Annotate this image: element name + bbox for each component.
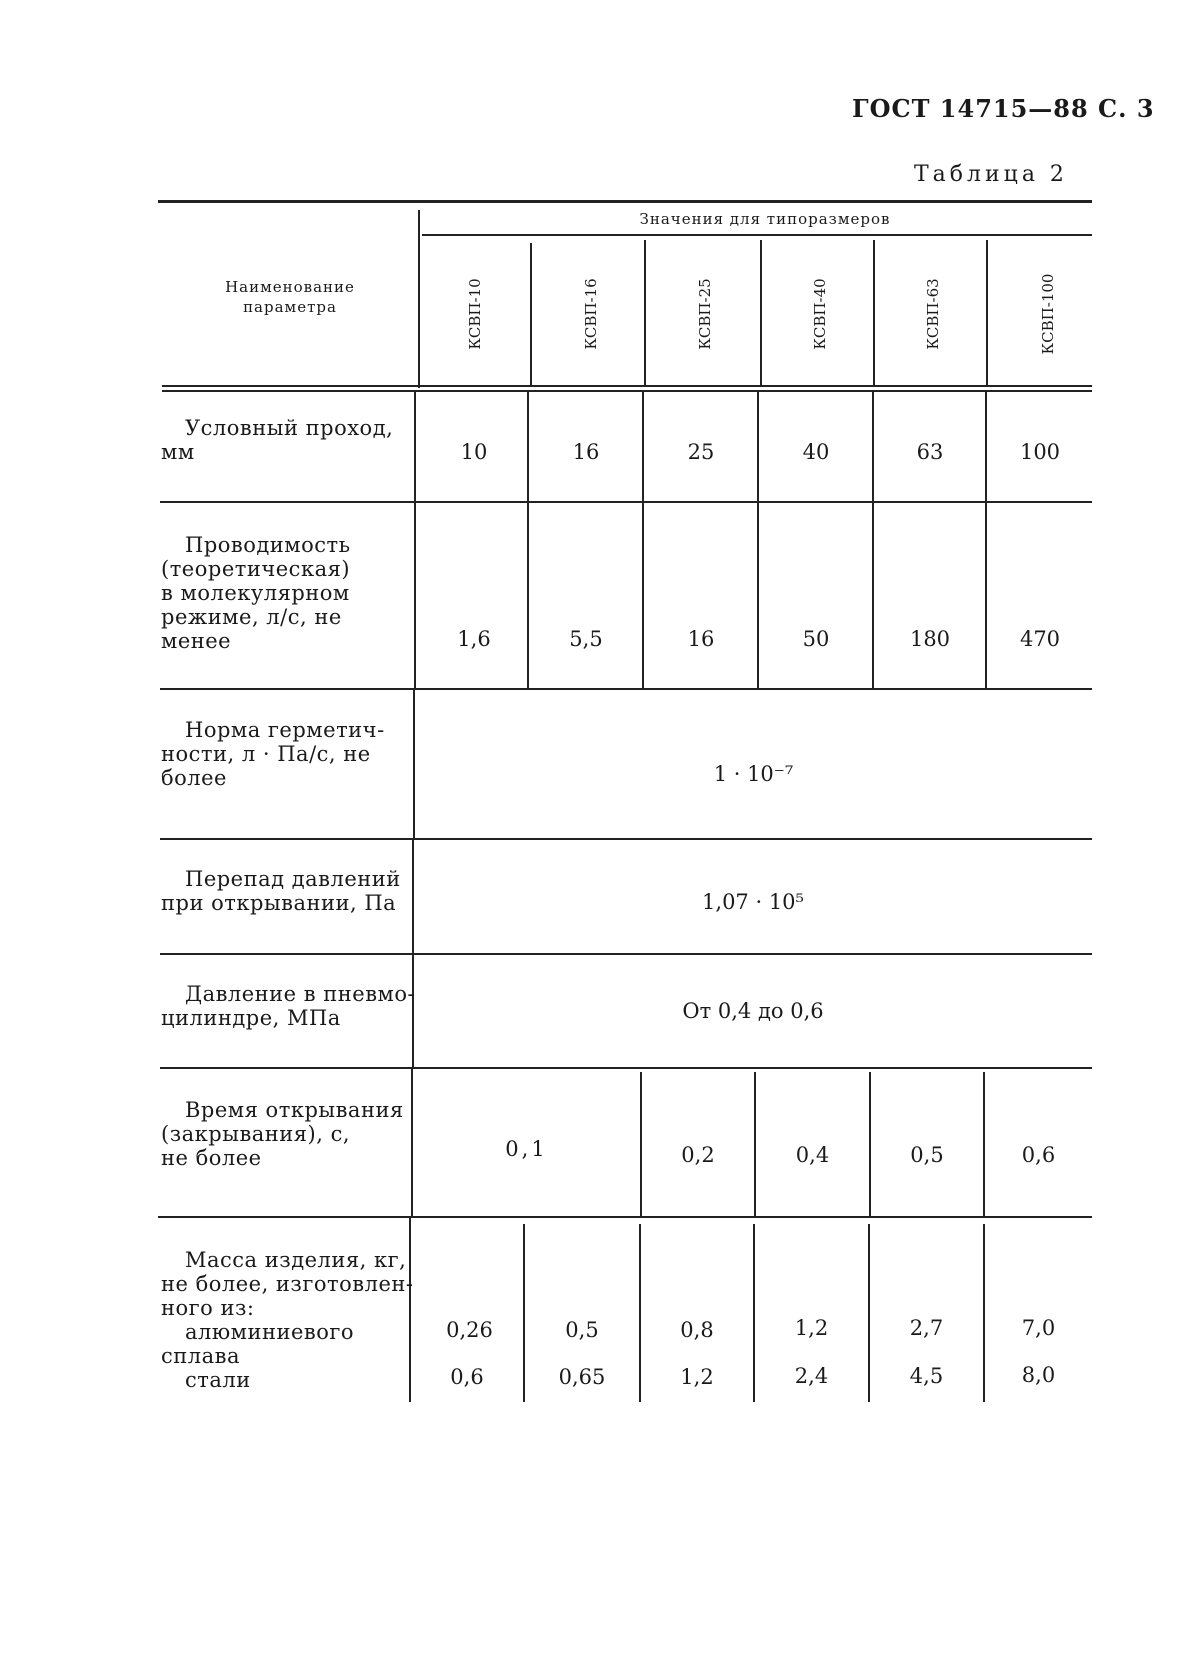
table-cell: 10: [460, 440, 488, 464]
col-divider: [986, 240, 988, 385]
table-cell: 0,2: [681, 1143, 715, 1167]
row-label-pressure-drop: Перепад давлений при открывании, Па: [161, 867, 401, 915]
col-divider: [527, 503, 529, 688]
col-divider: [642, 503, 644, 688]
table-cell: 40: [802, 440, 830, 464]
header-bottom-rule-2: [162, 390, 1092, 392]
param-divider-row-2: [414, 503, 416, 688]
merged-value-leak-tightness: 1 · 10⁻⁷: [713, 762, 794, 786]
col-divider: [872, 392, 874, 501]
row-rule-2: [160, 688, 1092, 690]
row-label-cylinder-pressure: Давление в пневмо- цилиндре, МПа: [161, 982, 416, 1030]
col-divider: [757, 392, 759, 501]
row-label-conductance: Проводимость (теоретическая) в молекулярном режиме, л/с, не менее: [161, 533, 351, 653]
table-cell: 0,6: [450, 1365, 484, 1389]
group-header-rule: [422, 234, 1092, 236]
table-cell: 16: [687, 627, 715, 651]
table-cell: 0,65: [558, 1365, 606, 1389]
column-header-ksvp-40: КСВП-40: [811, 278, 829, 350]
table-cell: 1,2: [680, 1365, 714, 1389]
table-cell: 1,2: [794, 1316, 829, 1340]
group-header: Значения для типоразмеров: [639, 210, 891, 228]
col-divider: [873, 240, 875, 385]
row-rule-5: [160, 1067, 1092, 1069]
col-divider: [760, 240, 762, 385]
row-rule-4: [160, 953, 1092, 955]
table-cell: 1,6: [457, 627, 491, 651]
table-cell: 180: [909, 627, 951, 651]
col-divider: [757, 503, 759, 688]
param-column-header: Наименование параметра: [225, 278, 355, 316]
table-cell: 5,5: [569, 627, 603, 651]
table-cell: 2,4: [794, 1364, 829, 1388]
table-cell: 25: [687, 440, 715, 464]
table-cell: 100: [1019, 440, 1061, 464]
param-divider-row-1: [414, 392, 416, 501]
table-cell: 50: [802, 627, 830, 651]
merged-value-opening-time: 0,1: [505, 1137, 548, 1161]
table-cell: 470: [1019, 627, 1061, 651]
table-cell: 16: [572, 440, 600, 464]
table-cell: 7,0: [1021, 1316, 1056, 1340]
table-cell: 0,8: [680, 1318, 714, 1342]
col-divider: [985, 392, 987, 501]
table-cell: 0,4: [795, 1143, 830, 1167]
table-cell: 8,0: [1021, 1363, 1056, 1387]
col-divider: [985, 503, 987, 688]
table-cell: 0,6: [1021, 1143, 1056, 1167]
column-header-ksvp-10: КСВП-10: [466, 278, 484, 350]
table-cell: 63: [916, 440, 944, 464]
header-bottom-rule-1: [162, 385, 1092, 387]
col-divider: [644, 240, 646, 385]
table-cell: 0,26: [446, 1318, 493, 1342]
table-cell: 4,5: [909, 1364, 944, 1388]
row-rule-6: [158, 1216, 1092, 1218]
table-cell: 2,7: [909, 1316, 944, 1340]
table-cell: 0,5: [565, 1318, 599, 1342]
row-label-nominal-bore: Условный проход, мм: [161, 416, 394, 464]
row-rule-3: [160, 838, 1092, 840]
row-label-opening-time: Время открывания (закрывания), с, не более: [161, 1098, 404, 1170]
col-divider: [642, 392, 644, 501]
column-header-ksvp-25: КСВП-25: [696, 278, 714, 350]
row-rule-1: [160, 501, 1092, 503]
page-header: ГОСТ 14715—88 С. 3: [852, 94, 1155, 123]
table-top-rule: [158, 200, 1092, 203]
row-label-product-mass: Масса изделия, кг, не более, изготовлен- ного из: алюминиевого сплава стали: [161, 1248, 414, 1392]
col-divider: [530, 243, 532, 385]
column-header-ksvp-63: КСВП-63: [924, 278, 942, 350]
col-divider: [872, 503, 874, 688]
table-cell: 0,5: [910, 1143, 944, 1167]
table-caption: Таблица 2: [914, 162, 1068, 187]
merged-value-pressure-drop: 1,07 · 10⁵: [702, 890, 804, 914]
row-label-leak-tightness: Норма герметич- ности, л · Па/с, не более: [161, 718, 385, 790]
param-divider-header: [418, 210, 420, 388]
column-header-ksvp-100: КСВП-100: [1039, 273, 1057, 355]
merged-value-cylinder-pressure: От 0,4 до 0,6: [682, 999, 824, 1023]
column-header-ksvp-16: КСВП-16: [582, 278, 600, 350]
